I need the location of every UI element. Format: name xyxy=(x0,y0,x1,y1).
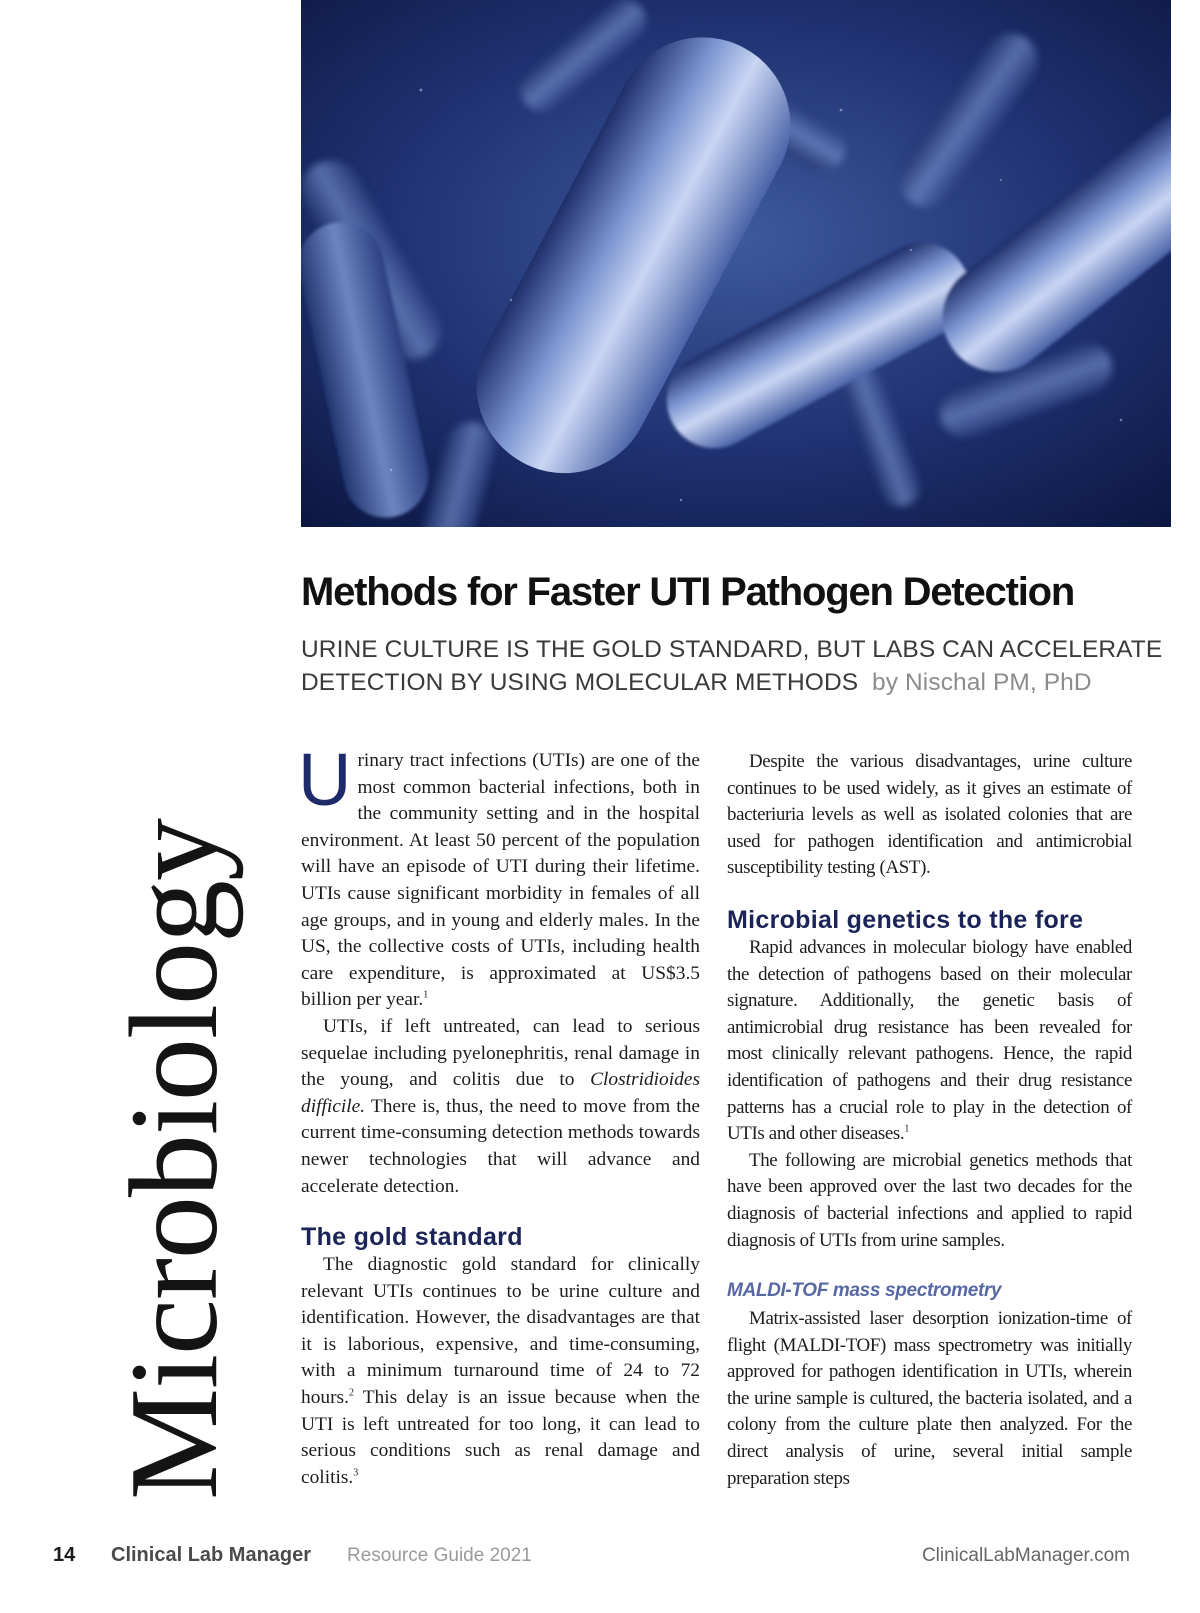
column-right xyxy=(727,749,1132,1492)
article-title: Methods for Faster UTI Pathogen Detection xyxy=(301,570,1075,614)
paragraph-intro-text: rinary tract infections (UTIs) are one of the most common bacterial infections, both in the community setting and in the hospital environment. At least 50 percent of the population will have an episode of UTI during their lifetime. UTIs cause significant morbidity in females of all age groups, and in young and elderly males. In the US, the collective costs of UTIs, including health care expenditure, is approximated at US$3.5 billion per year. xyxy=(301,750,700,1011)
article-deck xyxy=(301,633,1200,699)
website-link[interactable]: ClinicalLabManager.com xyxy=(921,1545,1130,1566)
byline: by Nischal PM, PhD xyxy=(872,669,1092,696)
heading-maldi-tof: MALDI-TOF mass spectrometry xyxy=(727,1280,1002,1302)
paragraph-culture: Despite the various disadvantages, urine culture continues to be used widely, as it gives an estimate of bacteriuria levels as well as isolated colonies that are used for pathogen identification and antimicrobial susceptibility testing (AST). xyxy=(727,751,1132,879)
drop-cap: U xyxy=(298,738,352,821)
paragraph-text: Rapid advances in molecular biology have enabled the detection of pathogens based on their molecular signature. Additionally, the genetic basis of antimicrobial drug resistance has been revealed for most clinically relevant pathogens. Hence, the rapid identification of pathogens and their drug resistance patterns has a crucial role to play in the detection of UTIs and other diseases. xyxy=(727,936,1132,1145)
section-label-microbiology: Microbiology xyxy=(105,819,244,1500)
paragraph-sequelae xyxy=(301,1014,700,1200)
deck-text: URINE CULTURE IS THE GOLD STANDARD, BUT LABS CAN ACCELERATE DETECTION BY USING MOLECULAR METHODS xyxy=(301,636,1163,696)
reference-marker: 2 xyxy=(348,1387,354,1399)
publication-name: Clinical Lab Manager xyxy=(111,1544,312,1566)
reference-marker: 3 xyxy=(353,1467,359,1479)
paragraph-text: There is, thus, the need to move from the current time-consuming detection methods towards newer technologies that will advance and accelerate detection. xyxy=(301,1095,700,1197)
paragraph-intro xyxy=(298,738,700,1014)
heading-microbial-genetics: Microbial genetics to the fore xyxy=(727,905,1084,934)
page-footer xyxy=(0,1544,1200,1574)
hero-bacteria-image xyxy=(301,0,1171,527)
paragraph-text: UTIs, if left untreated, can lead to serious sequelae including pyelonephritis, renal damage in the young, and colitis due to xyxy=(301,1015,700,1091)
paragraph-text: This delay is an issue because when the UTI is left untreated for too long, it can lead to serious conditions such as renal damage and colitis. xyxy=(301,1387,700,1488)
edition-label: Resource Guide 2021 xyxy=(347,1545,532,1566)
species-name: Clostridioides difficile. xyxy=(301,1069,700,1117)
paragraph-molecular xyxy=(727,935,1132,1148)
reference-marker: 1 xyxy=(904,1123,909,1135)
reference-marker: 1 xyxy=(423,989,429,1001)
paragraph-text: The diagnostic gold standard for clinically relevant UTIs continues to be urine culture and identification. However, the disadvantages are that it is laborious, expensive, and time-consuming, with a minimum turnaround time of 24 to 72 hours. xyxy=(301,1254,700,1409)
page-number: 14 xyxy=(53,1544,76,1566)
column-left xyxy=(298,738,700,1491)
paragraph-gold-standard xyxy=(301,1252,700,1491)
paragraph-maldi: Matrix-assisted laser desorption ionization-time of flight (MALDI-TOF) mass spectrometry was initially approved for pathogen identification in UTIs, wherein the urine sample is cultured, the bacteria isolated, and a colony from the culture plate then analyzed. For the direct analysis of urine, several initial sample preparation steps xyxy=(727,1308,1132,1489)
heading-gold-standard: The gold standard xyxy=(301,1223,523,1252)
paragraph-methods: The following are microbial genetics methods that have been approved over the last two decades for the diagnosis of bacterial infections and applied to rapid diagnosis of UTIs from urine samples. xyxy=(727,1149,1132,1251)
bacteria-illustration xyxy=(301,0,1171,527)
